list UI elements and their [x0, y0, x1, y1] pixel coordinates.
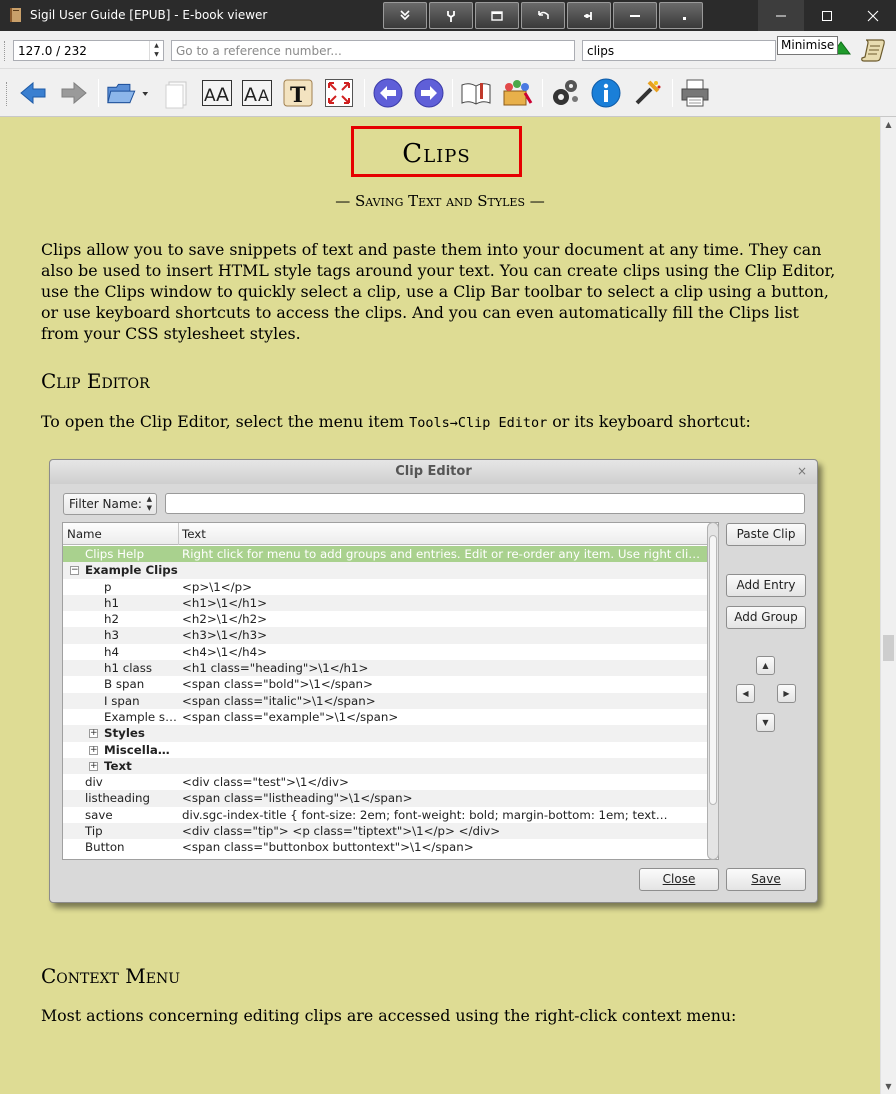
table-row — [63, 693, 718, 709]
move-right-icon: ▶ — [777, 684, 796, 703]
print-icon — [679, 77, 711, 109]
table-row — [63, 676, 718, 692]
menu-path: Tools→Clip Editor — [409, 415, 548, 431]
maximise-button[interactable] — [804, 0, 850, 31]
print-button[interactable] — [678, 76, 712, 110]
copy-icon — [161, 77, 193, 109]
table-row — [63, 725, 718, 741]
lookup-button[interactable] — [630, 76, 664, 110]
lookup-icon — [631, 77, 663, 109]
back-button[interactable] — [16, 76, 50, 110]
clip-text: <h1 class="heading">\1</h1> — [182, 661, 369, 676]
clip-text: div.sgc-index-title { font-size: 2em; font-weight: bold; margin-bottom: 1em; text… — [182, 807, 668, 822]
next-section-icon — [413, 77, 445, 109]
close-icon — [867, 10, 879, 22]
move-up-icon: ▲ — [756, 656, 775, 675]
expand-icon: + — [90, 728, 98, 739]
titlebar-button-7[interactable] — [659, 2, 703, 29]
table-of-contents-icon — [460, 77, 492, 109]
clip-name: Styles — [104, 726, 145, 741]
clip-text: <p>\1</p> — [182, 579, 252, 594]
dialog-close-button: Close — [639, 868, 719, 891]
table-row — [63, 823, 718, 839]
open-folder-icon — [105, 77, 151, 109]
move-left-icon: ◀ — [736, 684, 755, 703]
text-icon — [282, 77, 314, 109]
table-row — [63, 660, 718, 676]
clips-table — [62, 522, 719, 860]
filter-input — [165, 493, 805, 514]
svg-text:A: A — [258, 86, 269, 105]
navigation-bar — [0, 31, 896, 69]
section-heading-context-menu: Context Menu — [41, 964, 180, 988]
font-smaller-icon — [241, 77, 273, 109]
column-divider — [178, 523, 179, 545]
filter-label: Filter Name: — [69, 497, 142, 511]
back-icon — [17, 77, 49, 109]
clip-name: p — [104, 579, 112, 594]
clip-name: listheading — [85, 791, 151, 806]
table-row — [63, 546, 718, 562]
clip-name: Example s… — [104, 709, 177, 724]
clip-text: <span class="bold">\1</span> — [182, 677, 373, 692]
clip-name: I span — [104, 693, 140, 708]
clip-editor-screenshot — [49, 459, 818, 903]
toolbar-separator — [672, 79, 673, 107]
clip-text: <div class="tip"> <p class="tiptext">\1</p> </div> — [182, 824, 501, 839]
table-row — [63, 595, 718, 611]
font-larger-button[interactable] — [200, 76, 234, 110]
column-header-text: Text — [182, 527, 206, 541]
chapter-subtitle: — Saving Text and Styles — — [335, 192, 545, 210]
download-icon — [397, 9, 413, 23]
main-toolbar — [0, 69, 896, 117]
titlebar-toolbar — [383, 2, 705, 29]
spin-down-icon[interactable]: ▼ — [154, 50, 159, 58]
table-body — [63, 546, 718, 856]
add-group-button: Add Group — [726, 606, 806, 629]
minimise-icon — [775, 10, 787, 22]
toolbar-separator — [98, 79, 99, 107]
titlebar-button-2[interactable] — [429, 2, 473, 29]
dialog-close-icon: × — [796, 464, 807, 478]
undo-icon — [535, 9, 551, 23]
spin-arrows[interactable] — [149, 41, 163, 60]
clip-name: B span — [104, 677, 145, 692]
table-row — [63, 774, 718, 790]
svg-text:A: A — [244, 84, 257, 106]
clip-text: <span class="italic">\1</span> — [182, 693, 376, 708]
clip-text: <span class="example">\1</span> — [182, 709, 399, 724]
maximise-icon — [821, 10, 833, 22]
table-row — [63, 579, 718, 595]
app-icon — [9, 7, 23, 24]
open-button[interactable] — [104, 76, 152, 110]
intro-paragraph: Clips allow you to save snippets of text and paste them into your document at any time. They can also be used to insert HTML style tags around your text. You can create clips using the Clip Editor, use the Clips window to quickly select a clip, use a Clip Bar toolbar to select a clip using a button, or use keyboard shortcuts to access the clips. And you can even automatically fill the Clips list from your CSS stylesheet styles. — [41, 240, 836, 343]
highlight-box — [351, 126, 522, 177]
clip-name: h3 — [104, 628, 119, 643]
clip-name: Example Clips — [85, 563, 178, 578]
window-title: Sigil User Guide [EPUB] - E-book viewer — [30, 8, 268, 22]
table-row — [63, 839, 718, 855]
minimise-tooltip: Minimise — [777, 36, 838, 55]
minimise-button[interactable] — [758, 0, 804, 31]
reference-mode-icon — [501, 77, 533, 109]
table-header — [63, 523, 718, 545]
reference-mode-button[interactable] — [500, 76, 534, 110]
forward-button[interactable] — [57, 76, 91, 110]
scroll-up-icon[interactable]: ▲ — [885, 120, 892, 129]
spin-up-icon[interactable]: ▲ — [154, 41, 159, 49]
clip-text: <h4>\1</h4> — [182, 644, 267, 659]
titlebar-button-5[interactable] — [567, 2, 611, 29]
toolbar-separator — [364, 79, 365, 107]
clip-name: h4 — [104, 644, 119, 659]
vertical-scrollbar[interactable] — [880, 117, 896, 1094]
table-row — [63, 709, 718, 725]
clip-text: <h1>\1</h1> — [182, 595, 267, 610]
clip-name: Button — [85, 840, 125, 855]
dialog-save-button: Save — [726, 868, 806, 891]
table-row — [63, 611, 718, 627]
text-button[interactable] — [281, 76, 315, 110]
scroll-thumb[interactable] — [883, 635, 894, 661]
clip-name: Tip — [85, 824, 103, 839]
clip-name: save — [85, 807, 113, 822]
table-scroll-thumb — [709, 535, 717, 805]
clip-name: h1 — [104, 595, 119, 610]
table-of-contents-button[interactable] — [459, 76, 493, 110]
titlebar-button-4[interactable] — [521, 2, 565, 29]
titlebar-button-6[interactable] — [613, 2, 657, 29]
add-entry-button: Add Entry — [726, 574, 806, 597]
titlebar-button-3[interactable] — [475, 2, 519, 29]
book-content — [0, 117, 880, 1094]
paste-clip-button: Paste Clip — [726, 523, 806, 546]
clip-name: h1 class — [104, 661, 153, 676]
open-clip-editor-paragraph — [41, 412, 751, 431]
table-row — [63, 790, 718, 806]
dialog-title: Clip Editor — [395, 464, 472, 479]
preferences-icon — [549, 77, 581, 109]
clip-text: <h2>\1</h2> — [182, 612, 267, 627]
toolbar-separator — [542, 79, 543, 107]
clip-text: <h3>\1</h3> — [182, 628, 267, 643]
close-window-button[interactable] — [850, 0, 896, 31]
wrench-icon — [443, 9, 459, 23]
clip-name: Clips Help — [85, 547, 145, 561]
filter-name-select — [63, 493, 157, 515]
clip-text: <span class="listheading">\1</span> — [182, 791, 413, 806]
preferences-button[interactable] — [548, 76, 582, 110]
clip-name: div — [85, 775, 103, 790]
next-section-button[interactable] — [412, 76, 446, 110]
expand-icon: + — [90, 760, 98, 771]
paragraph-text: or its keyboard shortcut: — [547, 412, 751, 431]
table-row — [63, 807, 718, 823]
skip-icon — [581, 9, 597, 23]
table-row — [63, 644, 718, 660]
copy-button[interactable] — [160, 76, 194, 110]
scroll-down-icon[interactable]: ▼ — [885, 1082, 892, 1091]
toolbar-grip[interactable] — [6, 82, 9, 106]
column-header-name: Name — [67, 527, 102, 541]
svg-text:A: A — [204, 86, 216, 106]
table-row — [63, 758, 718, 774]
move-down-icon: ▼ — [756, 713, 775, 732]
search-input[interactable] — [582, 40, 776, 61]
expand-icon: + — [90, 744, 98, 755]
fullscreen-icon — [323, 77, 355, 109]
page-number-spinbox[interactable] — [13, 40, 164, 61]
dash-icon — [627, 9, 643, 23]
forward-icon — [58, 77, 90, 109]
table-row — [63, 742, 718, 758]
dialog-titlebar — [50, 460, 817, 484]
toolbar-separator — [452, 79, 453, 107]
svg-text:T: T — [290, 82, 306, 107]
clip-name: h2 — [104, 612, 119, 627]
metadata-info-icon — [590, 77, 622, 109]
select-arrows-icon: ▲ ▼ — [146, 495, 152, 512]
previous-section-button[interactable] — [371, 76, 405, 110]
paragraph-text: To open the Clip Editor, select the menu item — [41, 412, 410, 431]
scroll-icon[interactable] — [860, 37, 888, 63]
window-icon — [489, 9, 505, 23]
page-number-input[interactable] — [14, 41, 149, 60]
collapse-icon: − — [71, 565, 79, 576]
clip-name: Text — [104, 758, 132, 773]
clip-name: Miscella… — [104, 742, 170, 757]
clip-text: <div class="test">\1</div> — [182, 775, 349, 790]
titlebar-button-1[interactable] — [383, 2, 427, 29]
clip-text: Right click for menu to add groups and entries. Edit or re-order any item. Use right cli… — [182, 547, 701, 561]
reference-input[interactable] — [171, 40, 575, 61]
previous-section-icon — [372, 77, 404, 109]
fullscreen-button[interactable] — [322, 76, 356, 110]
clip-text: <span class="buttonbox buttontext">\1</span> — [182, 840, 474, 855]
toolbar-grip[interactable] — [4, 41, 7, 61]
dot-icon — [673, 9, 689, 23]
context-menu-paragraph: Most actions concerning editing clips are accessed using the right-click context menu: — [41, 1006, 737, 1025]
metadata-info-button[interactable] — [589, 76, 623, 110]
table-row — [63, 562, 718, 578]
chapter-title: Clips — [402, 139, 471, 169]
svg-text:A: A — [216, 84, 229, 106]
table-scrollbar — [707, 522, 719, 860]
font-larger-icon — [201, 77, 233, 109]
section-heading-clip-editor: Clip Editor — [41, 369, 150, 393]
table-row — [63, 627, 718, 643]
title-bar — [0, 0, 896, 31]
font-smaller-button[interactable] — [240, 76, 274, 110]
